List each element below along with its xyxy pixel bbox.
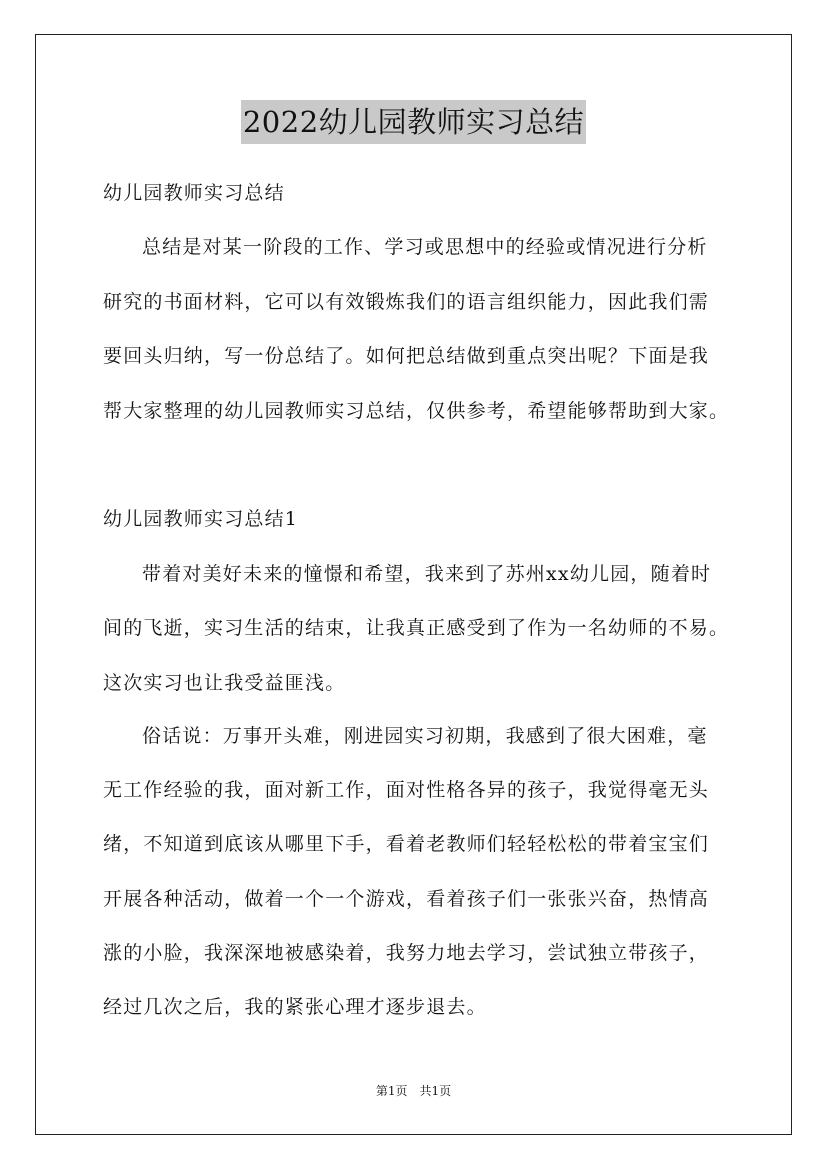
page-number: 第1页 bbox=[375, 1084, 408, 1098]
page-footer bbox=[0, 1083, 827, 1099]
intro-line-2: 研究的书面材料，它可以有效锻炼我们的语言组织能力，因此我们需 bbox=[103, 291, 710, 313]
para1-line-1: 带着对美好未来的憧憬和希望，我来到了苏州xx幼儿园，随着时 bbox=[142, 563, 712, 585]
document-title-block bbox=[0, 100, 827, 144]
para2-line-5: 涨的小脸，我深深地被感染着，我努力地去学习，尝试独立带孩子， bbox=[103, 942, 710, 964]
intro-line-4: 帮大家整理的幼儿园教师实习总结，仅供参考，希望能够帮助到大家。 bbox=[103, 400, 730, 422]
intro-line-1: 总结是对某一阶段的工作、学习或思想中的经验或情况进行分析 bbox=[142, 236, 708, 258]
para2-line-2: 无工作经验的我，面对新工作，面对性格各异的孩子，我觉得毫无头 bbox=[103, 779, 710, 801]
section-heading: 幼儿园教师实习总结1 bbox=[103, 508, 299, 530]
document-title: 2022幼儿园教师实习总结 bbox=[241, 100, 586, 144]
subtitle: 幼儿园教师实习总结 bbox=[103, 182, 285, 204]
para2-line-1: 俗话说：万事开头难，刚进园实习初期，我感到了很大困难，毫 bbox=[142, 725, 708, 747]
para2-line-3: 绪，不知道到底该从哪里下手，看着老教师们轻轻松松的带着宝宝们 bbox=[103, 833, 710, 855]
para2-line-4: 开展各种活动，做着一个一个游戏，看着孩子们一张张兴奋，热情高 bbox=[103, 888, 710, 910]
para1-line-3: 这次实习也让我受益匪浅。 bbox=[103, 672, 346, 694]
para1-line-2: 间的飞逝，实习生活的结束，让我真正感受到了作为一名幼师的不易。 bbox=[103, 617, 730, 639]
para2-line-6: 经过几次之后，我的紧张心理才逐步退去。 bbox=[103, 996, 487, 1018]
page-total: 共1页 bbox=[419, 1084, 452, 1098]
intro-line-3: 要回头归纳，写一份总结了。如何把总结做到重点突出呢？下面是我 bbox=[103, 345, 710, 367]
